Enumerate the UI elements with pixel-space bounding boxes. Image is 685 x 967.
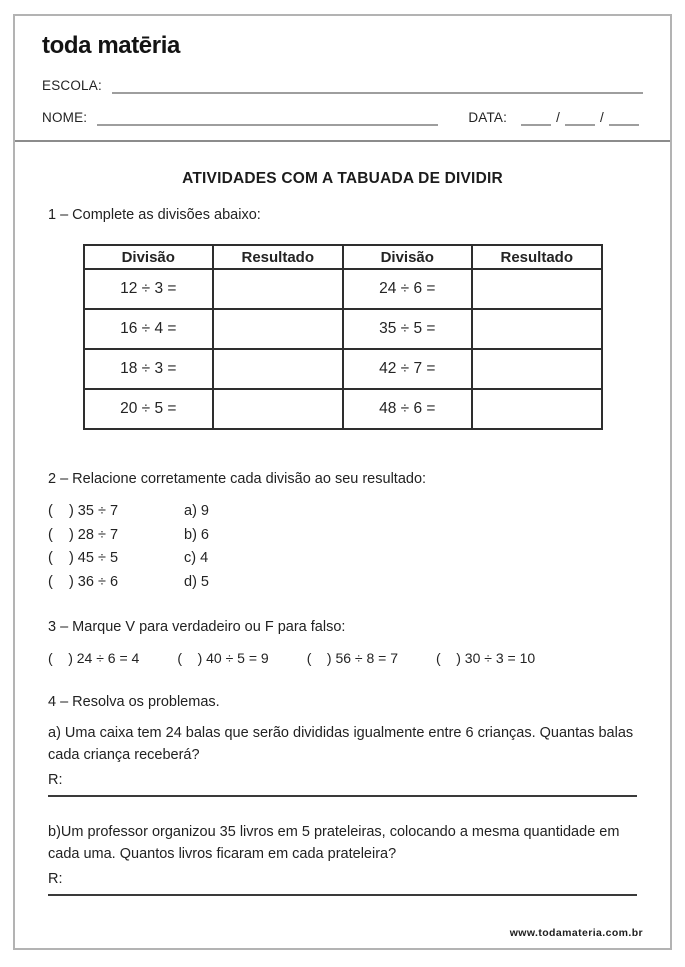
problem-a-text: a) Uma caixa tem 24 balas que serão divididas igualmente entre 6 crianças. Quantas balas cada criança receberá? [48, 725, 634, 763]
name-input-line[interactable] [97, 109, 438, 126]
result-cell[interactable] [472, 389, 602, 429]
date-label: DATA: [468, 110, 508, 125]
answer-label: R: [48, 871, 63, 887]
website-url: www.todamateria.com.br [509, 927, 643, 939]
division-table [83, 244, 603, 430]
result-cell[interactable] [213, 389, 343, 429]
column-header-division: Divisão [343, 245, 473, 269]
list-item [48, 571, 637, 595]
table-row [84, 269, 602, 309]
matching-list [48, 500, 637, 594]
result-cell[interactable] [472, 269, 602, 309]
question-1-prompt: 1 – Complete as divisões abaixo: [48, 207, 261, 223]
table-row [84, 309, 602, 349]
true-false-item[interactable]: ( ) 30 ÷ 3 = 10 [436, 650, 536, 666]
division-cell: 12 ÷ 3 = [84, 269, 214, 309]
answer-label: R: [48, 772, 63, 788]
list-item [48, 500, 637, 524]
name-label: NOME: [42, 110, 88, 125]
worksheet-body [15, 142, 670, 896]
question-3-prompt: 3 – Marque V para verdadeiro ou F para falso: [48, 619, 346, 635]
date-field-group [468, 109, 643, 126]
problem-b-text: b)Um professor organizou 35 livros em 5 prateleiras, colocando a mesma quantidade em cada uma. Quantos livros ficaram em cada prateleira? [48, 824, 620, 862]
school-label: ESCOLA: [42, 78, 102, 93]
match-division-blank[interactable]: ( ) 35 ÷ 7 [48, 503, 119, 519]
school-field-row [42, 77, 643, 94]
table-row [84, 389, 602, 429]
true-false-item[interactable]: ( ) 40 ÷ 5 = 9 [177, 650, 269, 666]
date-slash: / [556, 110, 561, 125]
match-division-blank[interactable]: ( ) 45 ÷ 5 [48, 550, 119, 566]
division-cell: 20 ÷ 5 = [84, 389, 214, 429]
problem-a-answer-line[interactable] [48, 771, 637, 797]
division-cell: 48 ÷ 6 = [343, 389, 473, 429]
worksheet-page [13, 14, 672, 950]
column-header-result: Resultado [213, 245, 343, 269]
division-cell: 35 ÷ 5 = [343, 309, 473, 349]
result-cell[interactable] [472, 309, 602, 349]
question-2-prompt: 2 – Relacione corretamente cada divisão ao seu resultado: [48, 471, 427, 487]
column-header-division: Divisão [84, 245, 214, 269]
division-cell: 42 ÷ 7 = [343, 349, 473, 389]
worksheet-header [15, 16, 670, 142]
match-answer-option: a) 9 [184, 503, 209, 519]
result-cell[interactable] [213, 349, 343, 389]
result-cell[interactable] [472, 349, 602, 389]
date-month-line[interactable] [565, 109, 595, 126]
question-4-prompt: 4 – Resolva os problemas. [48, 694, 220, 710]
date-year-line[interactable] [609, 109, 639, 126]
column-header-result: Resultado [472, 245, 602, 269]
school-input-line[interactable] [112, 77, 643, 94]
toda-materia-logo: toda matēria [42, 32, 180, 59]
result-cell[interactable] [213, 269, 343, 309]
match-division-blank[interactable]: ( ) 36 ÷ 6 [48, 573, 119, 590]
name-field-row [42, 109, 643, 126]
match-answer-option: d) 5 [184, 573, 209, 590]
match-answer-option: c) 4 [184, 550, 209, 566]
true-false-item[interactable]: ( ) 56 ÷ 8 = 7 [306, 650, 399, 666]
match-answer-option: b) 6 [184, 526, 209, 543]
date-day-line[interactable] [521, 109, 551, 126]
table-row [84, 349, 602, 389]
true-false-row [48, 649, 637, 667]
table-header-row [84, 245, 602, 269]
list-item [48, 524, 637, 548]
true-false-item[interactable]: ( ) 24 ÷ 6 = 4 [48, 650, 140, 666]
result-cell[interactable] [213, 309, 343, 349]
division-cell: 18 ÷ 3 = [84, 349, 214, 389]
list-item [48, 547, 637, 571]
date-slash: / [600, 110, 604, 125]
worksheet-title: ATIVIDADES COM A TABUADA DE DIVIDIR [182, 170, 503, 187]
division-cell: 24 ÷ 6 = [343, 269, 473, 309]
division-cell: 16 ÷ 4 = [84, 309, 214, 349]
problem-b-answer-line[interactable] [48, 870, 637, 896]
match-division-blank[interactable]: ( ) 28 ÷ 7 [48, 526, 119, 543]
